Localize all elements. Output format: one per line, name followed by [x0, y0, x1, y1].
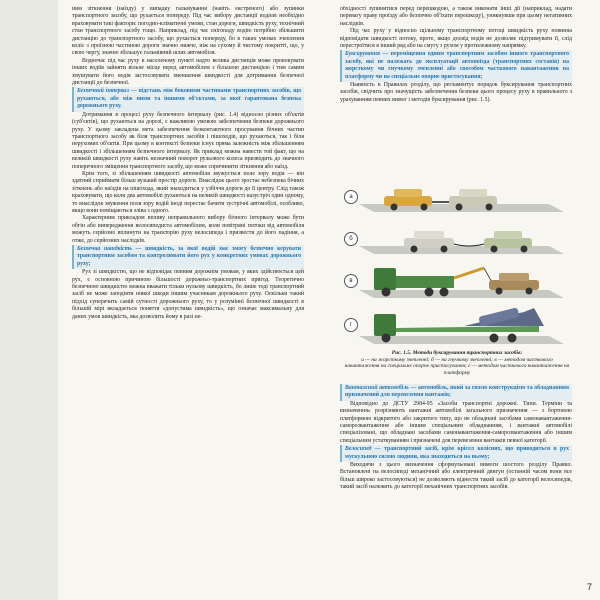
term: Безпечний інтервал	[77, 88, 129, 95]
term: Велосипед	[345, 446, 372, 453]
paragraph: Наявність в Правилах розділу, що регламентує порядок буксирування транспортних засобів, свідчить про значущість забезпечення безпеки цього процесу руху в правильного з урахуванням певних вимог і методів буксирування (рис. 1.5).	[340, 82, 572, 103]
figure-row-a	[344, 176, 570, 216]
definition-box	[72, 87, 304, 111]
partial-load-support-illustration	[344, 260, 570, 300]
left-column	[72, 6, 304, 321]
paragraph: ним зіткнення (наїзду) у випадку гальмування (навіть екстреного) або зупинки транспортного засобу, що рухається попереду. Під час вибору дистанції водієві необхідно враховувати такі фактори: погодно-кліматичні умови, стан дороги, швидкість руху, технічний стан транспортного засобу тощо. Наприклад, під час снігопаду водію потрібно збільшити дистанцію до транспортного засобу, що рухається попереду, бо в таких умовах зчеплення коліс з проїзною частиною дороги значно нижче, ніж на сухому й чистому покритті, що, у свою чергу, значно збільшує гальмівний шлях автомобіля.	[72, 6, 304, 57]
row-label: в	[344, 274, 358, 288]
right-column-top	[340, 6, 572, 166]
paragraph: Водночас під час руху в населеному пункті надто велика дистанція може провокувати інших водіїв зайняти вільне місце перед автомобілем з більшою дистанцією і тим самим змушувати його водія застосовувати зменшення швидкості для дотримання безпечної дистанції до безпечної.	[72, 57, 304, 87]
row-label: г	[344, 318, 358, 332]
paragraph: Відповідно до ДСТУ 2984-95 «Засоби транспортні дорожні. Типи. Терміни та визначення» розрізняють вантажні автомобілі загального призначення — з бортовою платформою відкритого або закритого типу, що не обладнані засобами самонавантаження-саморозвантаження або іншим спеціальним обладнанням, і вантажні автомобілі спеціалізовані, що обладнані засобами самонавантаження-саморозвантаження або іншим спеціальним устаткуванням і призначені для перевезення вантажів певної категорії.	[340, 400, 572, 444]
definition-box	[340, 50, 572, 82]
rigid-tow-illustration	[344, 176, 570, 216]
paragraph: обхідності зупинитися перед перешкодою, а також виконати інші дії (наприклад, надати перевагу праву проїзду або безпечно об'їхати перешкоду), уникнувши при цьому негативних наслідків.	[340, 6, 572, 27]
term: Буксирування	[345, 51, 380, 58]
paragraph: Рух зі швидкістю, що не відповідає певним дорожнім умовам, у яких здійснюється цей рух, є основною причиною більшості дорожньо-транспортних пригод. Теоретично безпечною швидкістю можна вважати тільки нульову швидкість, бо лише тоді транспортний засіб не може заподіяти ніякої шкоди іншим учасникам дорожнього руху. Оскільки такий підхід суперечить самій сутності дорожнього руху, то у розумінні безпечної швидкості в більшій мірі вкладається поняття «допустима швидкість», що означає максимальну для даних умов швидкість, яка дозволить йому в разі не-	[72, 269, 304, 320]
definition: — транспортний засіб, крім крісел колісних, що приводиться в рух мускульною силою людини, яка знаходиться на ньому;	[345, 446, 569, 460]
figure-caption	[344, 350, 570, 376]
definition: — швидкість, за якої водій має змогу безпечно керувати транспортним засобом та контролювати його рух у конкретних умовах дорожнього руху;	[77, 246, 301, 267]
paragraph: Крім того, зі збільшенням швидкості автомобіля звужується поле зору водія — він здатний сприймати більш вузький простір дороги. Внаслідок цього зростає небезпека бічних зіткнень або наїздів на пішохода, який знаходиться у узбіччя дороги до її центру. Слід також враховувати, що коли два автомобілі рухаються на великій швидкості назустріч один одному, то внаслідок звуження поля зору водій іноді перестає бачити зустрічні автомобілі, особливо, якщо вони поміщаються зліва з одного.	[72, 170, 304, 214]
paragraph: Під час руху у відносно щільному транспортному потоці швидкість руху повинна відповідати швидкості потоку, проте, якщо досвід водія не дозволяє підтримувати її, слід перестроїтися в інший ряд або на смугу з рухом у протилежному напрямку.	[340, 28, 572, 50]
textbook-page	[58, 0, 600, 600]
definition-box	[340, 445, 572, 462]
right-column-bottom	[340, 384, 572, 492]
definition: — переміщення одним транспортним засобом іншого транспортного засобу, які не належать до експлуатації автопоїзда (транспортних составів) на жорсткому чи гнучкому зчепленні або способом часткового навантаження на платформу чи на спеціальне опорне пристосування;	[345, 51, 569, 80]
term: Вантажний автомобіль	[345, 385, 409, 391]
figure-row-b	[344, 218, 570, 258]
definition-box	[340, 384, 572, 401]
row-label: а	[344, 190, 358, 204]
term: Безпечна швидкість	[77, 246, 132, 252]
definition: — відстань між боковими частинами транспортних засобів, що рухаються, або між ними та іншими об'єктами, за якої гарантована безпека дорожнього руху.	[77, 88, 302, 110]
row-label: б	[344, 232, 358, 246]
figure-row-d	[344, 302, 570, 346]
page-number: 7	[586, 582, 592, 592]
paragraph: Характерним прикладом впливу неправильного вибору бічного інтервалу може бути обгін або випередження велосипедиста автомобілем, коли повітряні потоки від автомобіля можуть серйозно вплинути на траєкторію руху велосипеда і призвести до його падіння, а отже, до серйозних наслідків.	[72, 215, 304, 244]
caption-title: Рис. 1.5. Методи буксирування транспортних засобів:	[391, 350, 523, 356]
figure-row-c	[344, 260, 570, 300]
towing-figure	[344, 168, 570, 348]
definition: — автомобіль, який за своєю конструкцією та обладнанням призначений для перевезення вантажів;	[345, 385, 569, 399]
paragraph: Виходячи з цього визначення сформульовані вимоги шостого розділу Правил. Встановлені на велосипеді механічний або електричний двигун (останній часом вони все більш широко застосовуються) не дозволяють віднести такий засіб до категорії велосипедів, такий засіб належить до категорії механічних транспортних засобів.	[340, 462, 572, 491]
caption-body: а — на жорсткому зчепленні; б — на гнучкому зчепленні; в — методом часткового навантаження на спеціальне опорне пристосування; г — методом часткового навантаження на платформу	[344, 356, 570, 376]
flexible-tow-illustration	[344, 218, 570, 258]
paragraph: Дотримання в процесі руху безпечного інтервалу (рис. 1.4) відносно різних об'єктів (суб'єктів), що рухаються на дорозі, є важливою умовою забезпечення безпеки дорожнього руху. У цьому закладена мета забезпечення безконтактного просування бічних частин транспортного засобу як біля транспортних засобів і пішоходів, що рухаються, так і біля нерухомих об'єктів. При цьому в контексті безпеки існує пряма залежність між збільшенням швидкості і збільшенням безпечного інтервалу. Як приклад можна навести той факт, що на великій швидкості руху навіть незначний поворот рульового колеса призводить до значного поперечного зміщення транспортного засобу, що може спричинити зіткнення або наїзд.	[72, 111, 304, 170]
definition-box	[72, 245, 304, 269]
platform-load-illustration	[344, 302, 570, 346]
